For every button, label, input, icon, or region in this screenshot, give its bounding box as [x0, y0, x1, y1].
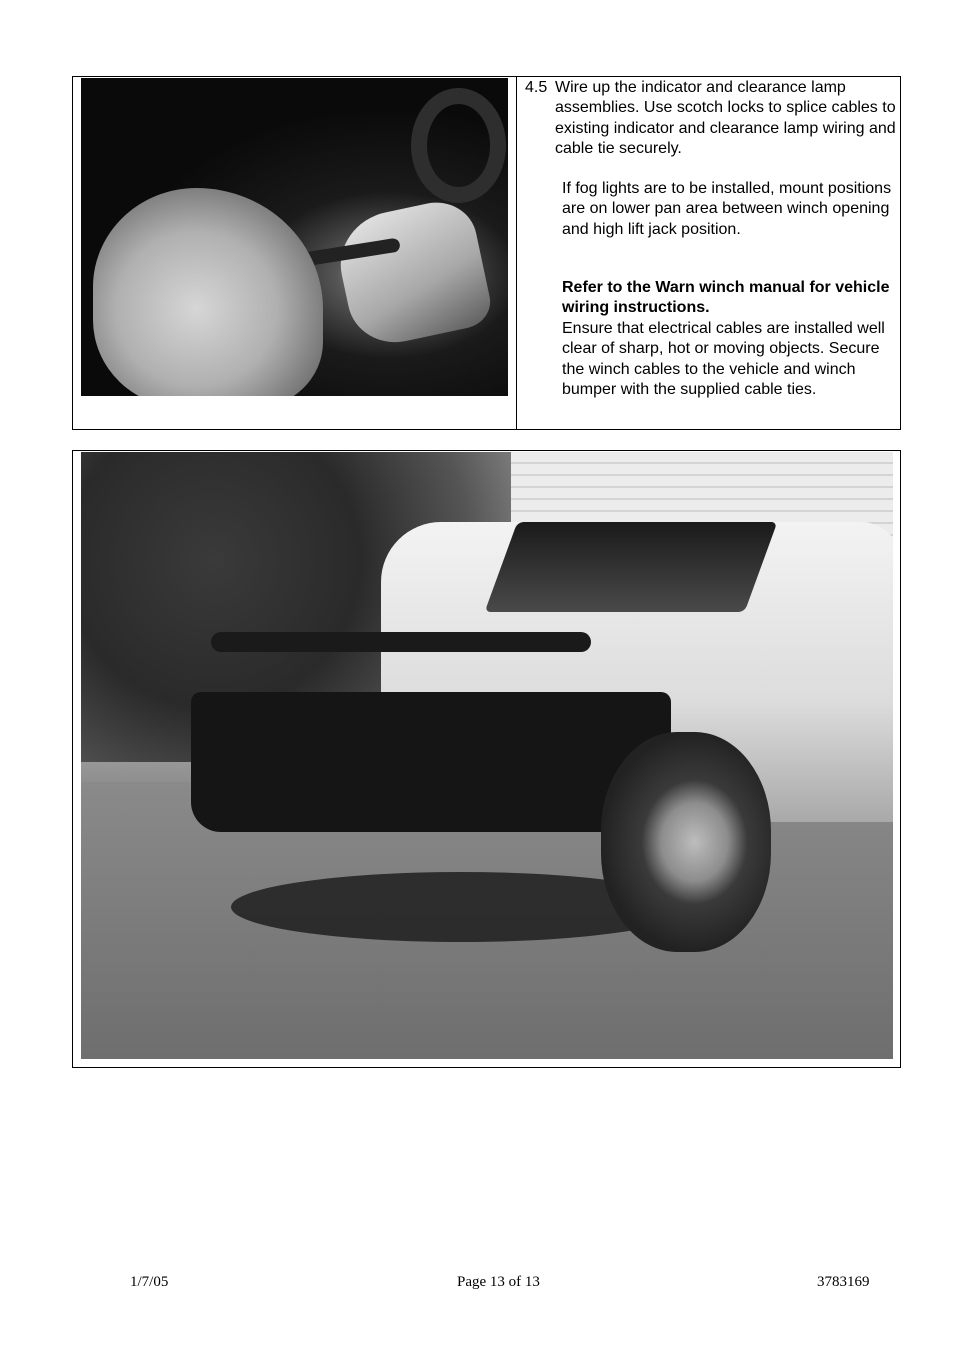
headlight-housing-ring [411, 88, 506, 203]
wiring-photo [81, 78, 508, 396]
winch-bumper [191, 692, 671, 832]
footer-page-number: Page 13 of 13 [457, 1274, 540, 1290]
truck-windshield [485, 522, 778, 612]
cable-safety-note: Ensure that electrical cables are installed well clear of sharp, hot or moving objects. Secure the winch cables to the vehicle and winch bumper with the supplied cable ties. [562, 320, 885, 398]
step-number: 4.5 [525, 79, 548, 96]
bull-bar-top-rail [211, 632, 591, 652]
truck-bumper-photo [81, 452, 893, 1059]
warn-manual-note: Refer to the Warn winch manual for vehicle wiring instructions. [562, 279, 890, 317]
step-text: Wire up the indicator and clearance lamp assemblies. Use scotch locks to splice cables to existing indicator and clearance lamp wiring and cable tie securely. [555, 79, 896, 157]
wiring-instructions-table [72, 76, 901, 430]
footer-date: 1/7/05 [130, 1274, 169, 1290]
hand-holding-connector [93, 188, 323, 396]
footer-document-number: 3783169 [817, 1274, 870, 1290]
table-cell-divider [516, 77, 517, 429]
clearance-lamp-assembly [331, 195, 495, 351]
truck-photo-frame [72, 450, 901, 1068]
fog-lights-note: If fog lights are to be installed, mount positions are on lower pan area between winch opening and high lift jack position. [562, 180, 892, 238]
front-tire [601, 732, 771, 952]
